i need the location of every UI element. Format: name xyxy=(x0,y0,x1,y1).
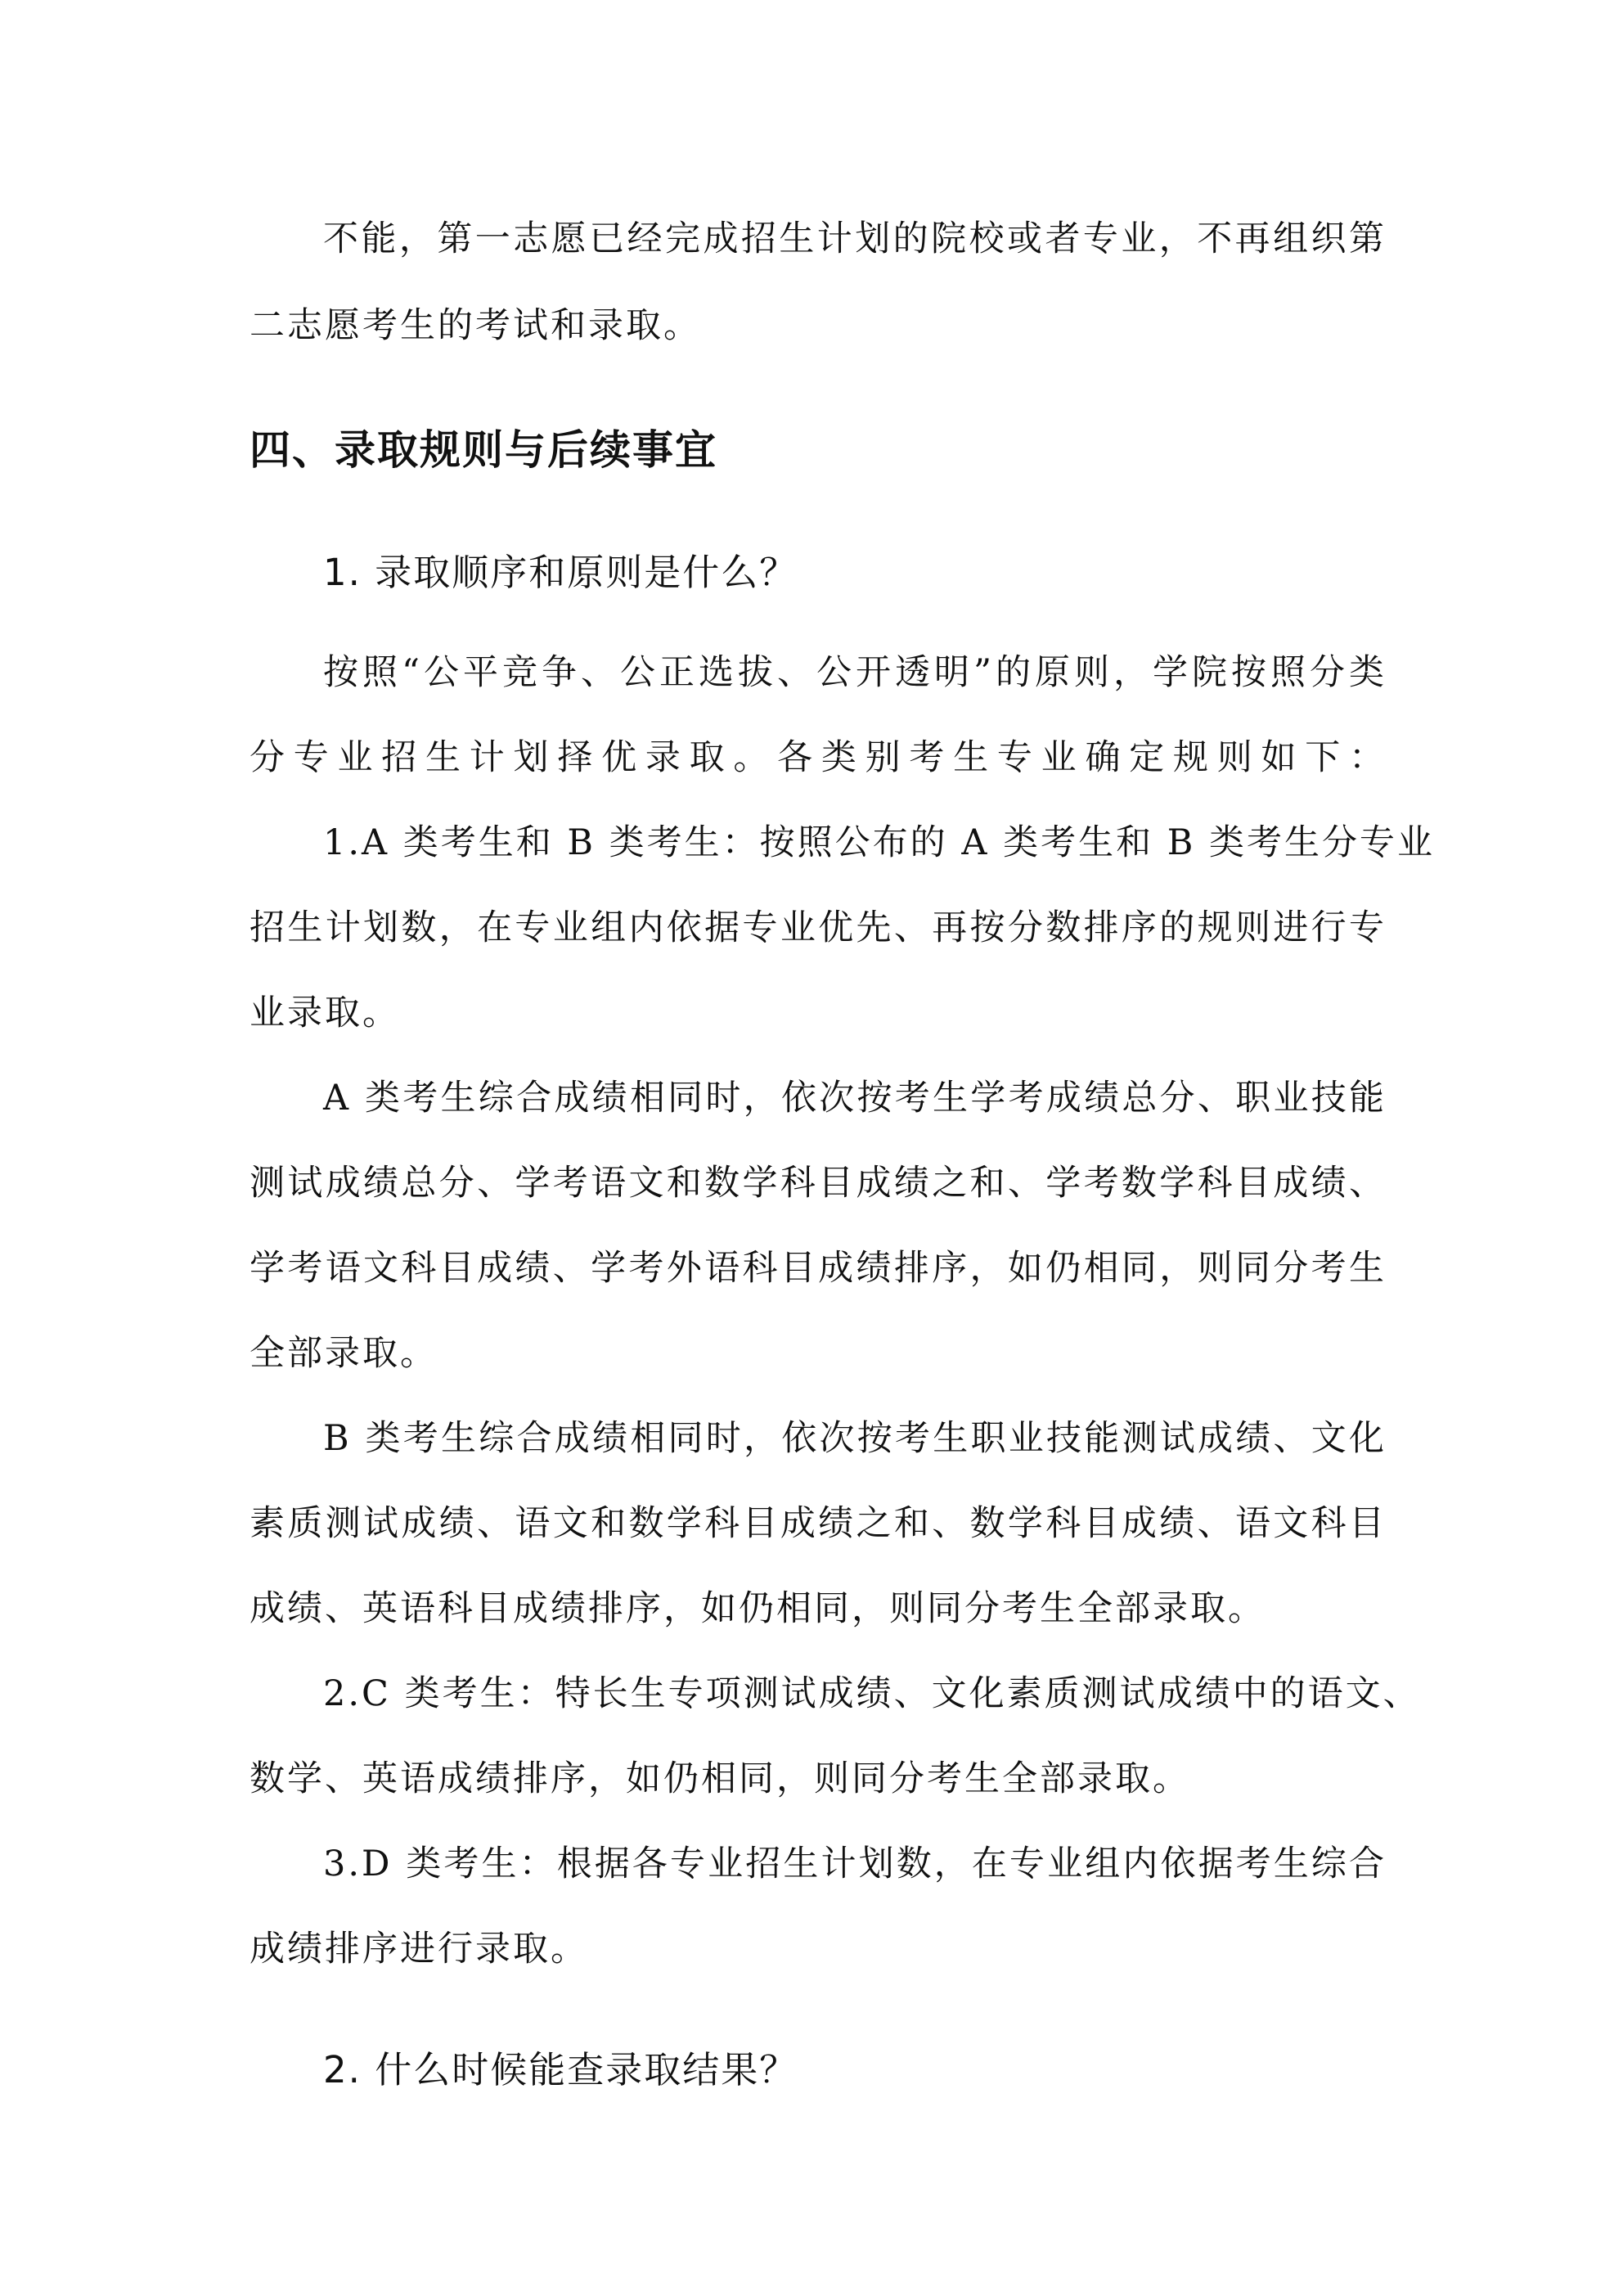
paragraph-6-line-1: 3.D 类考生：根据各专业招生计划数，在专业组内依据考生综合 xyxy=(323,1844,1387,1884)
question-2-title: 2. 什么时候能查录取结果？ xyxy=(323,2048,798,2091)
paragraph-3-line-2: 测试成绩总分、学考语文和数学科目成绩之和、学考数学科目成绩、 xyxy=(250,1163,1387,1204)
paragraph-3-line-1: A 类考生综合成绩相同时，依次按考生学考成绩总分、职业技能 xyxy=(323,1078,1387,1119)
paragraph-3-line-4: 全部录取。 xyxy=(250,1333,438,1374)
intro-line-1: 不能，第一志愿已经完成招生计划的院校或者专业，不再组织第 xyxy=(323,218,1387,259)
document-page xyxy=(250,0,1436,2296)
intro-line-2: 二志愿考生的考试和录取。 xyxy=(250,305,701,346)
paragraph-3-line-3: 学考语文科目成绩、学考外语科目成绩排序，如仍相同，则同分考生 xyxy=(250,1248,1387,1289)
question-1-title: 1. 录取顺序和原则是什么？ xyxy=(323,551,798,594)
paragraph-1-line-1: 按照“公平竞争、公正选拔、公开透明”的原则，学院按照分类 xyxy=(323,652,1387,693)
paragraph-1-line-2: 分专业招生计划择优录取。各类别考生专业确定规则如下： xyxy=(250,737,1387,778)
paragraph-6-line-2: 成绩排序进行录取。 xyxy=(250,1929,588,1970)
paragraph-4-line-1: B 类考生综合成绩相同时，依次按考生职业技能测试成绩、文化 xyxy=(323,1418,1387,1459)
paragraph-2-line-3: 业录取。 xyxy=(250,993,400,1033)
paragraph-2-line-2: 招生计划数，在专业组内依据专业优先、再按分数排序的规则进行专 xyxy=(250,907,1387,948)
paragraph-2-line-1: 1.A 类考生和 B 类考生：按照公布的 A 类考生和 B 类考生分专业 xyxy=(323,822,1436,863)
paragraph-5-line-2: 数学、英语成绩排序，如仍相同，则同分考生全部录取。 xyxy=(250,1758,1190,1799)
paragraph-4-line-3: 成绩、英语科目成绩排序，如仍相同，则同分考生全部录取。 xyxy=(250,1588,1266,1629)
paragraph-5-line-1: 2.C 类考生：特长生专项测试成绩、文化素质测试成绩中的语文、 xyxy=(323,1673,1421,1714)
paragraph-4-line-2: 素质测试成绩、语文和数学科目成绩之和、数学科目成绩、语文科目 xyxy=(250,1503,1387,1544)
section-heading: 四、录取规则与后续事宜 xyxy=(250,426,717,474)
